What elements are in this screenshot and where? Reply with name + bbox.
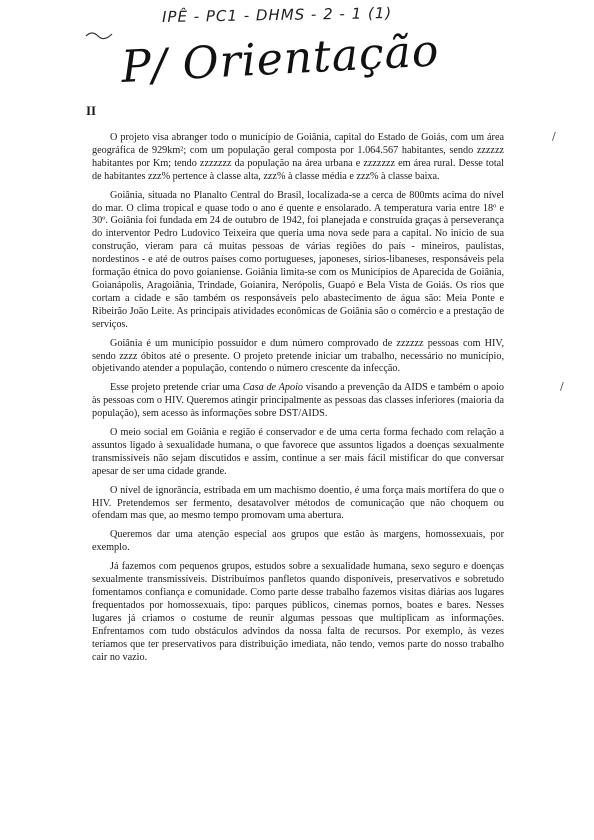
paragraph-current-work: Já fazemos com pequenos grupos, estudos sobre a sexualidade humana, sexo seguro e doenças sexualmente transmissíveis. Distribuímos panfletos quando disponíveis, preservativos e sobretudo fomentamos confiança e comunidade. Como parte desse trabalho fazemos visitas diárias aos lugares frequentados por homossexuais, tipo: parques públicos, cinemas pornos, boates e bares. Nesses lugares já criamos o costume de reunir algumas pessoas que multiplicam as informações. Enfrentamos com tudo obstáculos advindos da nossa falta de recursos. Por exemplo, às vezes teríamos que ter preservativos para distribuição imediata, não tendo, vemos parte do nosso trabalho cair no vazio. (92, 561, 504, 663)
document-body (92, 132, 504, 670)
paragraph-marginalized-groups: Queremos dar uma atenção especial aos grupos que estão às margens, homossexuais, por exemplo. (92, 529, 504, 554)
paragraph-hiv-stats: Goiânia é um município possuidor e dum número comprovado de zzzzzz pessoas com HIV, sendo zzzz óbitos até o presente. O projeto pretende iniciar um trabalho, necessário no município, objetivando atender a população, contendo o número crescente da infecção. (92, 337, 504, 375)
handwritten-archive-code: IPÊ - PC1 - DHMS - 2 - 1 (1) (161, 3, 393, 27)
handwritten-note: P/ Orientação (120, 25, 441, 93)
section-number: II (86, 103, 97, 118)
margin-tick-mark: / (552, 130, 556, 143)
pen-scribble-mark (84, 24, 114, 44)
paragraph-goiania-history: Goiânia, situada no Planalto Central do Brasil, localizada-se a cerca de 800mts acima do nível do mar. O clima tropical e quase todo o ano é quente e ensolarado. A temperatura varia entre 18º e 30º. Goiânia foi fundada em 24 de outubro de 1942, foi planejada e construída graças à perseverança do interventor Pedro Ludovico Teixeira que queria uma nova sede para a capital. No início de sua construção, vieram para cá muitas pessoas de várias regiões do país - mineiros, paulistas, nordestinos - e até de outros países como portugueses, japoneses, sírios-libaneses, responsáveis pela formação étnica do povo goianiense. Goiânia limita-se com os Municípios de Aparecida de Goiânia, Goianápolis, Aragoiânia, Trindade, Goianira, Nerópolis, Guapó e Bela Vista de Goiás. Os rios que cortam a cidade e são também os responsáveis pelo abastecimento de água são: Meia Ponte e Ribeirão João Leite. As principais atividades econômicas de Goiânia são o comércio e a prestação de serviços. (92, 189, 504, 330)
paragraph-social-context: O meio social em Goiânia e região é conservador e de uma certa forma fechado com relação a assuntos ligado à sexualidade humana, o que favorece que assuntos ligados a doenças sexualmente transmissíveis não sejam discutidos e assim, continue a ser mais fácil mistificar do que conversar apesar de ser uma cidade grande. (92, 427, 504, 477)
paragraph-municipio: O projeto visa abranger todo o município de Goiânia, capital do Estado de Goiás, com um área geográfica de 929km²; com um população geral composta por 1.064.567 habitantes, sendo zzzzzz habitantes por Km; tendo zzzzzzz da população na área urbana e zzzzzzz em área rural. Desse total de habitantes zzz% pertence à classe alta, zzz% à classe média e zzz% à classe baixa. (92, 132, 504, 182)
margin-tick-mark: / (560, 380, 564, 393)
paragraph-ignorance: O nível de ignorância, estribada em um machismo doentio, é uma força mais mortífera do que o HIV. Pretendemos ser fermento, desatavolver métodos de comunicação que não choquem ou ofendam mas que, ao mesmo tempo promovam uma abertura. (92, 484, 504, 522)
paragraph-casa-de-apoio: Esse projeto pretende criar uma Casa de Apoio visando a prevenção da AIDS e também o apoio às pessoas com o HIV. Queremos atingir principalmente as pessoas das classes inferiores (maioria da população), sem acesso às informações sobre DST/AIDS. (92, 382, 504, 420)
casa-de-apoio-emphasis: Casa de Apoio (242, 382, 303, 394)
